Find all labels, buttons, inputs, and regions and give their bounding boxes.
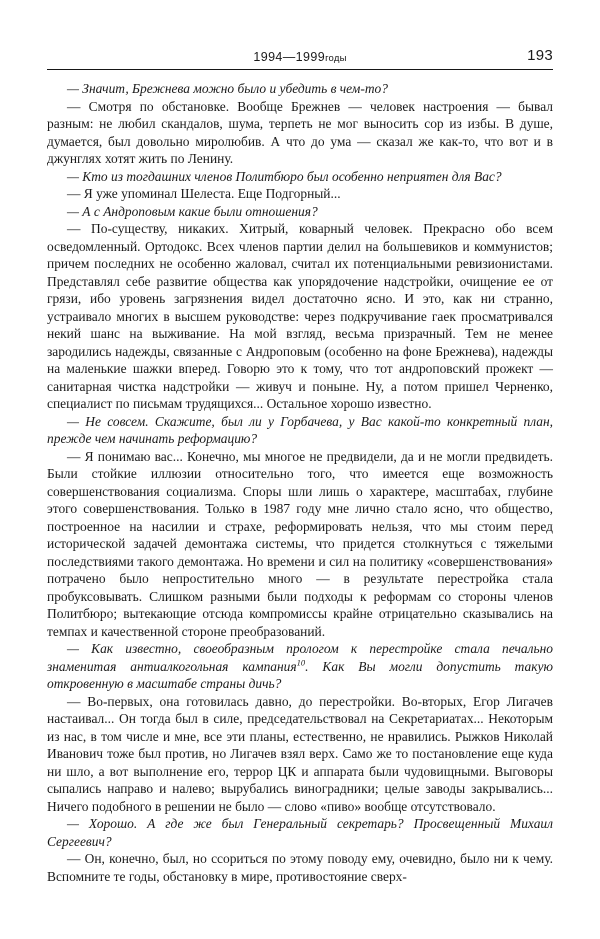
footnote-marker: 10	[296, 657, 306, 668]
question-text-before-footnote: — Как известно, своеобразным прологом к перестройке стала печально знаменитая антиалкогольная кампания	[47, 641, 553, 674]
paragraph-question: — Хорошо. А где же был Генеральный секретарь? Просвещенный Михаил Сергеевич?	[47, 816, 553, 849]
paragraph-answer: — Во-первых, она готовилась давно, до перестройки. Во-вторых, Егор Лигачев настаивал... Он тогда был в силе, председательствовал на Секретариатах... Некоторым из нас, в том числе и мне, все эти планы, естественно, не нравились. Рыжков Николай Иванович тоже был против, но Лигачев взял верх. Само же то постановление еще куда ни шло, а вот выполнение его, террор ЦК и аппарата были чудовищными. Выговоры сыпались направо и налево; вырубались виноградники; целые заводы закрывались... Ничего подобного в решении не было — слово «пиво» вообще отсутствовало.	[47, 693, 553, 814]
running-head-word: годы	[325, 53, 347, 64]
running-head-title	[47, 50, 553, 64]
paragraph-answer: — По-существу, никаких. Хитрый, коварный человек. Прекрасно обо всем осведомленный. Ортодокс. Всех членов партии делил на большевиков и коммунистов; причем последних не особенно жаловал, считал их потенциальными ревизионистами. Представлял себе развитие общества как упорядочение надстройки, очищение ее от грязи, ибо уровень загрязнения видел достаточно ясно. И это, как ни странно, устраивало многих в высшем руководстве: через подкручивание гаек просматривался некий шанс на выживание. На мой взгляд, весьма призрачный. Тем не менее зародились надежды, связанные с Андроповым (особенно на фоне Брежнева), надежды на маленькие шажки вперед. Говорю это к тому, что тот андроповский прожект — санитарная чистка надстройки — живуч и поныне. Ну, а потом пришел Черненко, специалист по письмам трудящихся... Остальное хорошо известно.	[47, 221, 553, 411]
running-head	[47, 49, 553, 70]
paragraph-answer: — Он, конечно, был, но ссориться по этому поводу ему, очевидно, было ни к чему. Вспомните те годы, обстановку в мире, противостояние сверх-	[47, 851, 553, 884]
paragraph-answer: — Я уже упоминал Шелеста. Еще Подгорный...	[67, 186, 341, 201]
paragraph-question: — Не совсем. Скажите, был ли у Горбачева, у Вас какой-то конкретный план, прежде чем начинать реформацию?	[47, 413, 553, 446]
page-number: 193	[527, 47, 553, 64]
paragraph-answer: — Я понимаю вас... Конечно, мы многое не предвидели, да и не могли предвидеть. Были стойкие иллюзии относительно того, что имеется еще возможность совершенствования социализма. Споры шли лишь о характере, масштабах, глубине этого совершенствования. Только в 1987 году мне лично стало ясно, что общество, построенное на насилии и страхе, реформировать нельзя, что мы стоим перед исторической задачей демонтажа системы, что придется столкнуться с тяжелыми последствиями такого демонтажа. Но времени и сил на политику «совершенствования» потрачено было непростительно много — в результате перестройка стала пробуксовывать. Слишком разными были подходы к реформам со стороны членов Политбюро; вытекающие отсюда компромиссы крайне отрицательно сказывались на темпах и качественной стороне преобразований.	[47, 448, 553, 639]
paragraph-question: — Значит, Брежнева можно было и убедить в чем-то?	[67, 81, 388, 96]
paragraph-question: — А с Андроповым какие были отношения?	[67, 203, 318, 219]
paragraph-question-with-footnote	[47, 640, 553, 693]
paragraph-question: — Кто из тогдашних членов Политбюро был особенно неприятен для Вас?	[67, 168, 502, 184]
body-text	[47, 80, 553, 885]
question-text-after-footnote: . Как Вы могли допустить такую откровенную в масштабе страны дичь?	[47, 658, 553, 691]
paragraph-answer: — Смотря по обстановке. Вообще Брежнев — человек настроения — бывал разным: не любил скандалов, шума, терпеть не мог выносить сор из избы. В душе, думается, был довольно миролюбив. А что до ума — сказал же как-то, что вот и в джунглях хотят жить по Ленину.	[47, 98, 553, 166]
running-head-years: 1994—1999	[253, 50, 326, 64]
